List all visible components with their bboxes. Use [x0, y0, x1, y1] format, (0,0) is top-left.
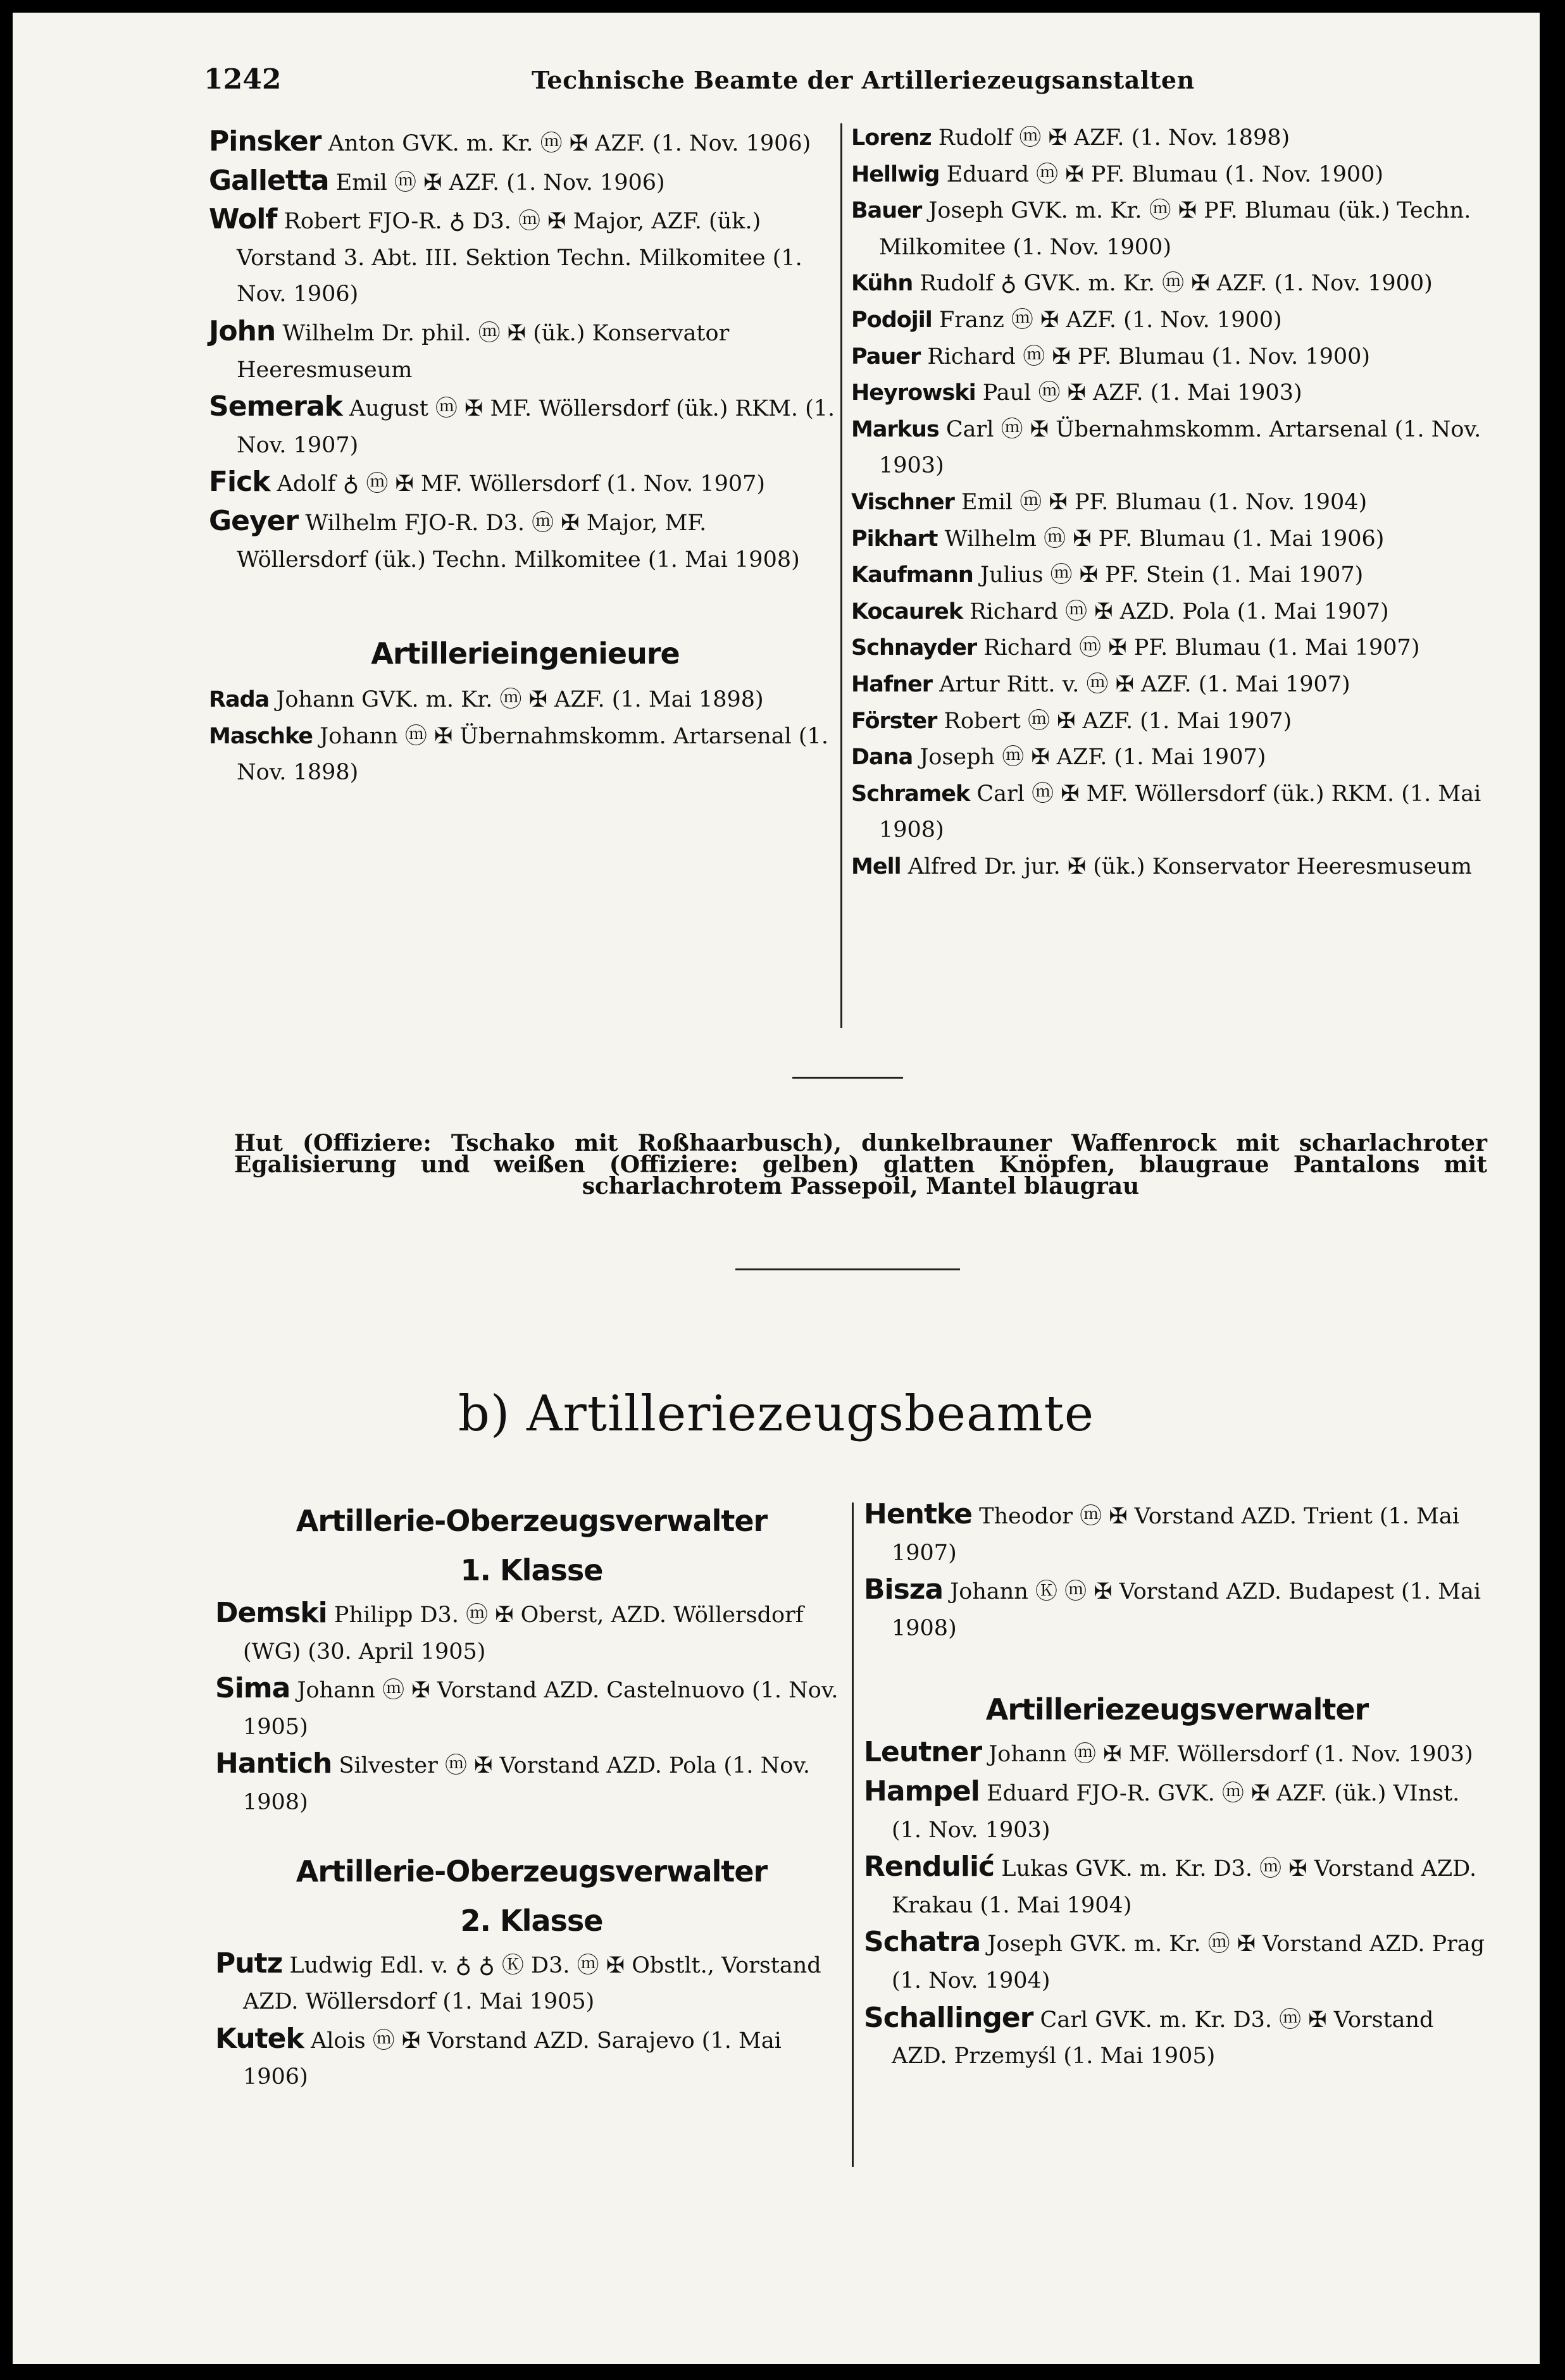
- column-divider: [840, 123, 842, 1028]
- person-surname: Rendulić: [864, 1850, 995, 1883]
- divider-rule: [735, 1268, 960, 1270]
- person-surname: Sima: [215, 1672, 290, 1705]
- person-details: Joseph ⓜ ✠ AZF. (1. Mai 1907): [920, 745, 1266, 771]
- person-entry: [851, 740, 1490, 776]
- person-entry: [864, 1734, 1490, 1773]
- person-surname: Pinsker: [209, 125, 321, 158]
- person-surname: Hellwig: [851, 161, 940, 187]
- person-surname: Galletta: [209, 164, 329, 197]
- person-entry: [851, 120, 1490, 157]
- uniform-note: Hut (Offiziere: Tschako mit Roßhaarbusch), dunkelbrauner Waffenrock mit scharlachroter Egalisierung und weißen (Offiziere: gelben) glatten Knöpfen, blaugraue Pantalons mit scharlachrotem Passepoil, Mantel blaugrau: [234, 1130, 1487, 1199]
- person-entry: [209, 123, 842, 163]
- column-divider: [852, 1503, 854, 2167]
- person-details: Franz ⓜ ✠ AZF. (1. Nov. 1900): [938, 307, 1282, 333]
- person-entry: [851, 302, 1490, 339]
- person-entry: [209, 682, 842, 719]
- person-surname: Markus: [851, 416, 939, 442]
- person-details: Silvester ⓜ ✠ Vorstand AZD. Pola (1. Nov. 1908): [243, 1753, 811, 1815]
- person-entry: [851, 703, 1490, 740]
- person-surname: Leutner: [864, 1736, 982, 1769]
- person-entry: [851, 157, 1490, 194]
- person-details: Wilhelm FJO-R. D3. ⓜ ✠ Major, MF. Wöllersdorf (ük.) Techn. Milkomitee (1. Mai 1908): [237, 510, 800, 573]
- section-heading-artillerieingenieure: Artillerieingenieure: [371, 636, 680, 671]
- person-details: Eduard ⓜ ✠ PF. Blumau (1. Nov. 1900): [946, 161, 1384, 187]
- person-entry: [209, 719, 842, 791]
- section-b-title: b) Artilleriezeugsbeamte: [458, 1385, 1095, 1442]
- person-details: Julius ⓜ ✠ PF. Stein (1. Mai 1907): [980, 562, 1364, 588]
- person-surname: Schnayder: [851, 635, 977, 661]
- person-surname: Kaufmann: [851, 562, 973, 588]
- heading-zeugsverwalter: Artilleriezeugsverwalter: [985, 1692, 1369, 1727]
- person-details: Philipp D3. ⓜ ✠ Oberst, AZD. Wöllersdorf (WG) (30. April 1905): [243, 1602, 804, 1664]
- person-entry: [851, 630, 1490, 667]
- heading-oberzeugsverwalter-1: Artillerie-Oberzeugsverwalter: [296, 1504, 768, 1538]
- person-surname: Pikhart: [851, 526, 938, 552]
- person-surname: Hantich: [215, 1747, 332, 1780]
- person-details: Anton GVK. m. Kr. ⓜ ✠ AZF. (1. Nov. 1906): [328, 131, 811, 156]
- person-details: Adolf ♁ ⓜ ✠ MF. Wöllersdorf (1. Nov. 1907): [277, 471, 766, 497]
- person-details: Johann Ⓚ ⓜ ✠ Vorstand AZD. Budapest (1. Mai 1908): [892, 1579, 1481, 1641]
- person-entry: [215, 1745, 848, 1821]
- person-entry: [851, 266, 1490, 302]
- person-surname: Podojil: [851, 307, 932, 333]
- person-surname: Wolf: [209, 203, 277, 236]
- person-surname: John: [209, 314, 276, 347]
- person-surname: Hentke: [864, 1498, 972, 1530]
- person-details: Johann ⓜ ✠ Vorstand AZD. Castelnuovo (1. Nov. 1905): [243, 1678, 839, 1740]
- person-details: August ⓜ ✠ MF. Wöllersdorf (ük.) RKM. (1. Nov. 1907): [237, 396, 835, 458]
- person-details: Johann GVK. m. Kr. ⓜ ✠ AZF. (1. Mai 1898): [276, 687, 764, 713]
- person-details: Rudolf ♁ GVK. m. Kr. ⓜ ✠ AZF. (1. Nov. 1900): [920, 271, 1433, 297]
- person-entry: [851, 849, 1490, 886]
- person-surname: Maschke: [209, 723, 313, 749]
- person-details: Robert ⓜ ✠ AZF. (1. Mai 1907): [944, 708, 1292, 734]
- person-entry: [209, 163, 842, 202]
- person-surname: Bisza: [864, 1573, 944, 1606]
- page-number: 1242: [204, 63, 282, 96]
- person-entry: [864, 1571, 1490, 1647]
- person-entry: [209, 503, 842, 578]
- person-details: Carl ⓜ ✠ Übernahmskomm. Artarsenal (1. Nov. 1903): [879, 416, 1481, 479]
- heading-klasse-2: 2. Klasse: [460, 1903, 603, 1938]
- person-entry: [864, 1773, 1490, 1849]
- person-details: Johann ⓜ ✠ Übernahmskomm. Artarsenal (1. Nov. 1898): [237, 723, 828, 786]
- person-details: Artur Ritt. v. ⓜ ✠ AZF. (1. Mai 1907): [939, 671, 1350, 697]
- person-surname: Dana: [851, 745, 913, 771]
- person-entry: [851, 193, 1490, 266]
- person-entry: [864, 1849, 1490, 1924]
- right-column-bottom: [864, 1496, 1490, 2075]
- person-entry: [851, 667, 1490, 703]
- person-details: Richard ⓜ ✠ AZD. Pola (1. Mai 1907): [970, 598, 1389, 624]
- person-surname: Lorenz: [851, 125, 932, 151]
- person-details: Ludwig Edl. v. ♁ ♁ Ⓚ D3. ⓜ ✠ Obstlt., Vorstand AZD. Wöllersdorf (1. Mai 1905): [243, 1952, 821, 2015]
- person-details: Carl GVK. m. Kr. D3. ⓜ ✠ Vorstand AZD. Przemyśl (1. Mai 1905): [892, 2007, 1434, 2069]
- person-entry: [209, 464, 842, 503]
- person-surname: Hampel: [864, 1775, 980, 1807]
- person-details: Wilhelm ⓜ ✠ PF. Blumau (1. Mai 1906): [944, 526, 1385, 552]
- person-surname: Rada: [209, 687, 270, 713]
- person-entry: [864, 1496, 1490, 1571]
- person-entry: [851, 339, 1490, 376]
- person-details: Johann ⓜ ✠ MF. Wöllersdorf (1. Nov. 1903): [988, 1742, 1473, 1768]
- person-entry: [209, 388, 842, 464]
- person-surname: Kutek: [215, 2022, 304, 2055]
- person-details: Emil ⓜ ✠ PF. Blumau (1. Nov. 1904): [961, 489, 1368, 515]
- person-surname: Demski: [215, 1597, 327, 1629]
- person-details: Eduard FJO-R. GVK. ⓜ ✠ AZF. (ük.) VInst. (1. Nov. 1903): [892, 1780, 1460, 1843]
- person-surname: Schatra: [864, 1926, 981, 1959]
- person-surname: Vischner: [851, 489, 954, 515]
- person-details: Wilhelm Dr. phil. ⓜ ✠ (ük.) Konservator Heeresmuseum: [237, 320, 730, 383]
- person-details: Theodor ⓜ ✠ Vorstand AZD. Trient (1. Mai 1907): [892, 1504, 1459, 1566]
- person-entry: [209, 313, 842, 388]
- person-surname: Fick: [209, 466, 270, 499]
- person-details: Lukas GVK. m. Kr. D3. ⓜ ✠ Vorstand AZD. Krakau (1. Mai 1904): [892, 1856, 1477, 1918]
- person-details: Paul ⓜ ✠ AZF. (1. Mai 1903): [982, 380, 1302, 406]
- person-surname: Kocaurek: [851, 598, 963, 624]
- book-page: [13, 13, 1540, 2364]
- person-details: Alois ⓜ ✠ Vorstand AZD. Sarajevo (1. Mai 1906): [243, 2028, 782, 2090]
- left-column-top: [209, 123, 842, 791]
- person-surname: Schramek: [851, 781, 970, 807]
- person-surname: Hafner: [851, 671, 933, 697]
- person-entry: [215, 2021, 848, 2096]
- person-surname: Semerak: [209, 390, 342, 423]
- right-column-top: [851, 120, 1490, 885]
- heading-oberzeugsverwalter-2: Artillerie-Oberzeugsverwalter: [296, 1854, 768, 1888]
- person-details: Robert FJO-R. ♁ D3. ⓜ ✠ Major, AZF. (ük.) Vorstand 3. Abt. III. Sektion Techn. Milkomitee (1. Nov. 1906): [237, 209, 802, 307]
- person-details: Emil ⓜ ✠ AZF. (1. Nov. 1906): [335, 170, 665, 195]
- person-entry: [851, 485, 1490, 521]
- person-entry: [864, 2000, 1490, 2075]
- person-entry: [851, 412, 1490, 485]
- divider-rule: [792, 1077, 903, 1079]
- person-details: Alfred Dr. jur. ✠ (ük.) Konservator Heeresmuseum: [907, 853, 1472, 879]
- person-surname: Schallinger: [864, 2001, 1033, 2034]
- person-details: Richard ⓜ ✠ PF. Blumau (1. Nov. 1900): [927, 344, 1371, 369]
- left-column-bottom: [215, 1496, 848, 2096]
- person-details: Richard ⓜ ✠ PF. Blumau (1. Mai 1907): [983, 635, 1420, 661]
- heading-klasse-1: 1. Klasse: [460, 1553, 603, 1587]
- person-surname: Förster: [851, 708, 937, 734]
- person-entry: [851, 557, 1490, 594]
- person-entry: [851, 776, 1490, 849]
- person-entry: [215, 1670, 848, 1745]
- person-surname: Mell: [851, 853, 901, 879]
- person-details: Carl ⓜ ✠ MF. Wöllersdorf (ük.) RKM. (1. Mai 1908): [879, 781, 1481, 843]
- person-entry: [209, 201, 842, 313]
- person-entry: [851, 375, 1490, 412]
- person-surname: Putz: [215, 1947, 283, 1980]
- person-details: Rudolf ⓜ ✠ AZF. (1. Nov. 1898): [938, 125, 1290, 151]
- person-surname: Bauer: [851, 198, 922, 224]
- person-entry: [851, 521, 1490, 558]
- page-title: Technische Beamte der Artilleriezeugsanstalten: [532, 66, 1195, 94]
- person-entry: [864, 1924, 1490, 1999]
- person-entry: [215, 1945, 848, 2021]
- person-details: Joseph GVK. m. Kr. ⓜ ✠ PF. Blumau (ük.) Techn. Milkomitee (1. Nov. 1900): [879, 198, 1471, 260]
- person-details: Joseph GVK. m. Kr. ⓜ ✠ Vorstand AZD. Prag (1. Nov. 1904): [892, 1931, 1485, 1993]
- person-entry: [851, 594, 1490, 631]
- person-surname: Geyer: [209, 504, 299, 537]
- person-surname: Heyrowski: [851, 380, 976, 406]
- person-surname: Kühn: [851, 271, 913, 297]
- person-entry: [215, 1595, 848, 1670]
- person-surname: Pauer: [851, 344, 921, 369]
